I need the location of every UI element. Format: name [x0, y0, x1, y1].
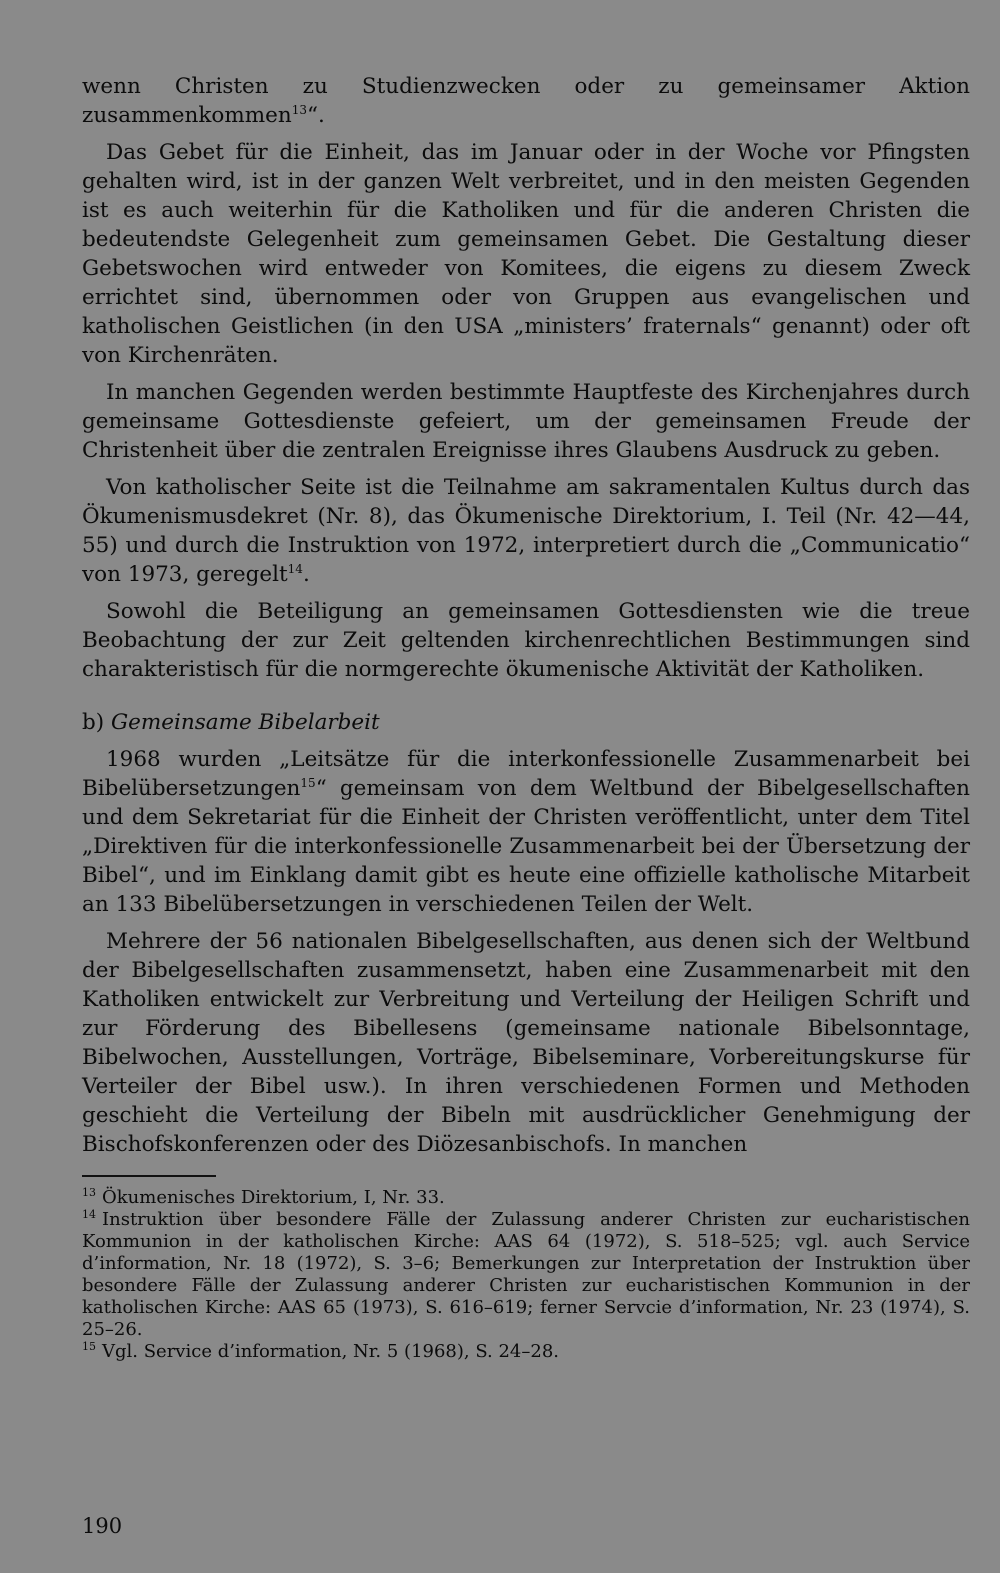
paragraph-1-text: wenn Christen zu Studienzwecken oder zu gemeinsamer Aktion zusammenkommen	[82, 74, 970, 128]
paragraph-7: Mehrere der 56 nationalen Bibelgesellschaften, aus denen sich der Weltbund der Bibelgesellschaften zusammensetzt, haben eine Zusammenarbeit mit den Katholiken entwickelt zur Verbreitung und Verteilung der Heiligen Schrift und zur Förderung des Bibellesens (gemeinsame nationale Bibelsonntage, Bibelwochen, Ausstellungen, Vorträge, Bibelseminare, Vorbereitungskurse für Verteiler der Bibel usw.). In ihren verschiedenen Formen und Methoden geschieht die Verteilung der Bibeln mit ausdrücklicher Genehmigung der Bischofskonferenzen oder des Diözesanbischofs. In manchen	[82, 929, 970, 1157]
section-heading	[82, 708, 970, 737]
paragraph-4-tail: .	[302, 562, 310, 587]
footnote-text-15: Vgl. Service d’information, Nr. 5 (1968), S. 24–28.	[102, 1341, 560, 1362]
footnote-ref-13: 13	[291, 102, 307, 117]
document-page	[82, 72, 970, 1552]
paragraph-4-text: Von katholischer Seite ist die Teilnahme am sakramentalen Kultus durch das Ökumenismusdekret (Nr. 8), das Ökumenische Direktorium, I. Teil (Nr. 42—44, 55) und durch die Instruktion von 1972, interpretiert durch die „Communicatio“ von 1973, geregelt	[82, 475, 970, 587]
footnote-15	[82, 1341, 970, 1363]
footnote-marker-13: 13	[82, 1186, 96, 1199]
paragraph-3: In manchen Gegenden werden bestimmte Hauptfeste des Kirchenjahres durch gemeinsame Gottesdienste gefeiert, um der gemeinsamen Freude der Christenheit über die zentralen Ereignisse ihres Glaubens Ausdruck zu geben.	[82, 380, 970, 463]
page-number: 190	[82, 1514, 123, 1538]
footnote-13	[82, 1187, 970, 1209]
footnote-ref-14: 14	[287, 561, 303, 576]
paragraph-1	[82, 72, 970, 130]
footnote-text-14: Instruktion über besondere Fälle der Zulassung anderer Christen zur eucharistischen Kommunion in der katholischen Kirche: AAS 64 (1972), S. 518–525; vgl. auch Service d’information, Nr. 18 (1972), S. 3–6; Bemerkungen zur Interpretation der Instruktion über besondere Fälle der Zulassung anderer Christen zur eucharistischen Kommunion in der katholischen Kirche: AAS 65 (1973), S. 616–619; ferner Servcie d’information, Nr. 23 (1974), S. 25–26.	[82, 1209, 970, 1340]
paragraph-4	[82, 473, 970, 589]
section-heading-title: Gemeinsame Bibelarbeit	[111, 710, 380, 735]
footnote-ref-15: 15	[300, 775, 316, 790]
paragraph-6	[82, 745, 970, 919]
footnote-marker-15: 15	[82, 1340, 96, 1353]
footnote-separator	[82, 1175, 216, 1177]
paragraph-1-tail: “.	[306, 103, 325, 128]
section-heading-prefix: b)	[82, 710, 105, 735]
footnote-14	[82, 1209, 970, 1341]
paragraph-6-tail: “ gemeinsam von dem Weltbund der Bibelgesellschaften und dem Sekretariat für die Einheit der Christen veröffentlicht, unter dem Titel „Direktiven für die interkonfessionelle Zusammenarbeit bei der Übersetzung der Bibel“, und im Einklang damit gibt es heute eine offizielle katholische Mitarbeit an 133 Bibelübersetzungen in verschiedenen Teilen der Welt.	[82, 776, 970, 917]
paragraph-5: Sowohl die Beteiligung an gemeinsamen Gottesdiensten wie die treue Beobachtung der zur Zeit geltenden kirchenrechtlichen Bestimmungen sind charakteristisch für die normgerechte ökumenische Aktivität der Katholiken.	[82, 599, 970, 682]
paragraph-2: Das Gebet für die Einheit, das im Januar oder in der Woche vor Pfingsten gehalten wird, ist in der ganzen Welt verbreitet, und in den meisten Gegenden ist es auch weiterhin für die Katholiken und für die anderen Christen die bedeutendste Gelegenheit zum gemeinsamen Gebet. Die Gestaltung dieser Gebetswochen wird entweder von Komitees, die eigens zu diesem Zweck errichtet sind, übernommen oder von Gruppen aus evangelischen und katholischen Geistlichen (in den USA „ministers’ fraternals“ genannt) oder oft von Kirchenräten.	[82, 140, 970, 368]
footnotes	[82, 1187, 970, 1363]
footnote-marker-14: 14	[82, 1208, 96, 1221]
footnote-text-13: Ökumenisches Direktorium, I, Nr. 33.	[102, 1187, 445, 1208]
paragraph-6-text: 1968 wurden „Leitsätze für die interkonfessionelle Zusammenarbeit bei Bibelübersetzungen	[82, 747, 970, 801]
